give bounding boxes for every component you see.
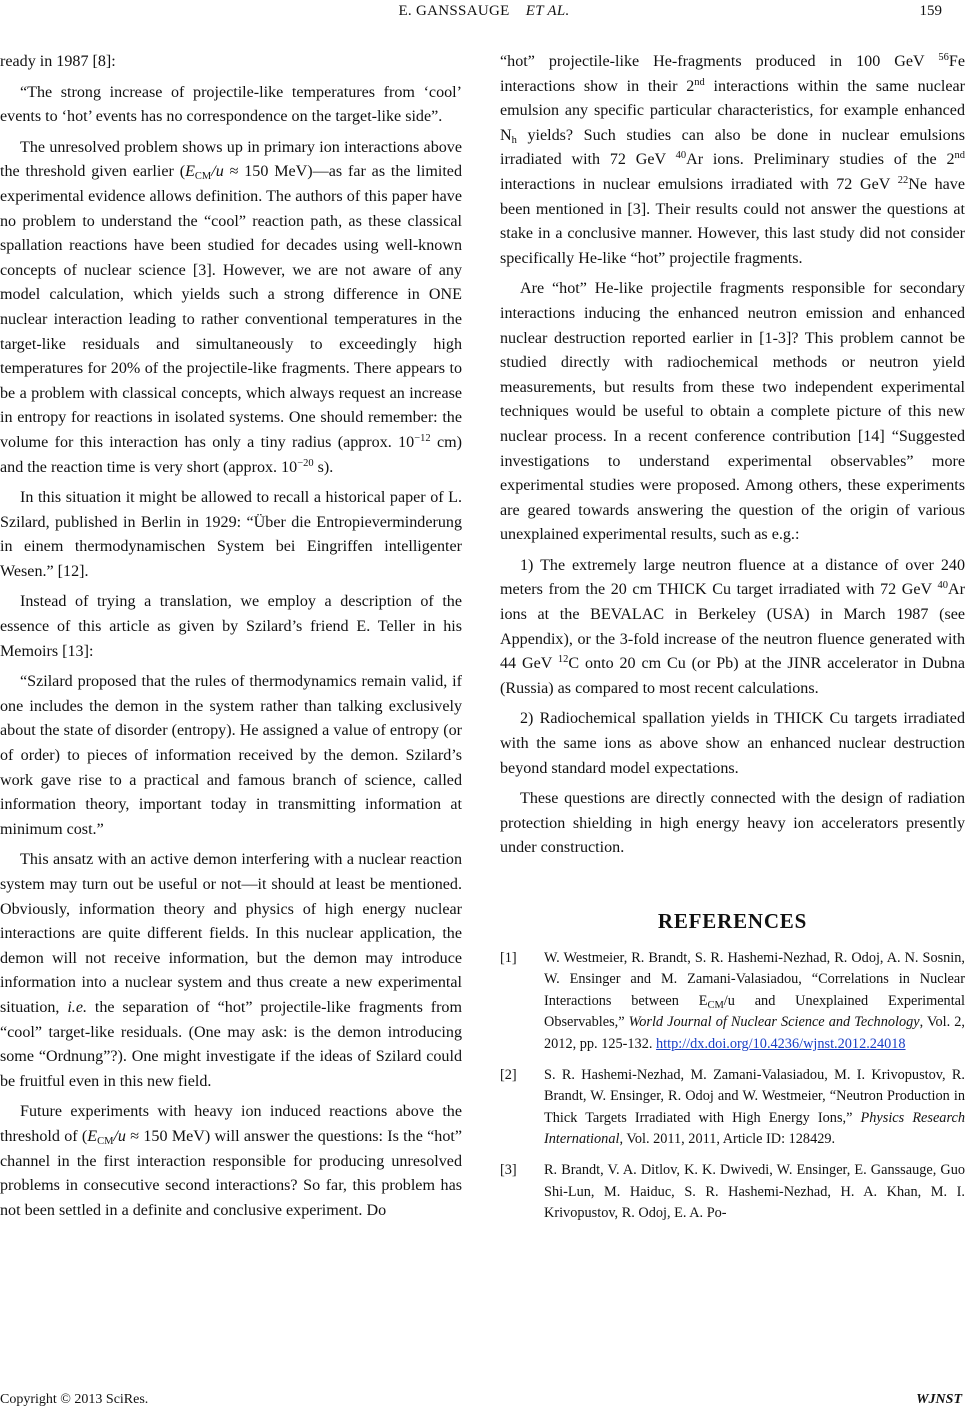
paragraph: The unresolved problem shows up in primary ion interactions above the threshold given earlier ($E_{CM}/u \approx 150$ MeV)—as far as the limited experimental evidence allows definition. The authors of this paper have no problem to understand the “cool” reaction path, as these classical spallation reactions have been studied for decades using well-known concepts of nuclear science [3]. However, we are not aware of any model calculation, which yields such a strong difference in ONE nuclear interaction leading to rather conventional temperatures in the target-like residuals and simultaneously to exceedingly high temperatures for 20% of the projectile-like fragments. There appears to be a problem with classical concepts, which always request an increase in entropy for reactions in isolated systems. One should remember: the volume for this interaction has only a tiny radius (approx. $10^{-12}$ cm) and the reaction time is very short (approx. $10^{-20}$ s). (0, 138, 462, 476)
reference-text: W. Westmeier, R. Brandt, S. R. Hashemi-Nezhad, R. Odoj, A. N. Sosnin, W. Ensinger and M. Zamani-Valasiadou, “Correlations in Nuclear Interactions between $E_{CM}/u$ and Unexplained Experimental Observables,” World Journal of Nuclear Science and Technology, Vol. 2, 2012, pp. 125-132. http://dx.doi.org/10.4236/wjnst.2012.24018 (544, 949, 965, 1052)
quotation-paragraph: “Szilard proposed that the rules of thermodynamics remain valid, if one includes the demon in the system rather than talking exclusively about the state of disorder (entropy). He assigned a value of entropy (or of order) to pieces of information received by the demon. Szilard’s work gave rise to a practical and famous branch of science, called information theory, important today in transmitting information at minimum cost.” (0, 673, 462, 838)
journal-abbreviation: WJNST (916, 1392, 962, 1407)
running-title (0, 3, 968, 20)
paragraph: ready in 1987 [8]: (0, 53, 116, 70)
reference-text: S. R. Hashemi-Nezhad, M. Zamani-Valasiadou, M. I. Krivopustov, R. Brandt, W. Ensinger, R. Odoj and W. Westmeier, “Neutron Production in Thick Targets Irradiated with High Energy Ions,” Physics Research International, Vol. 2011, 2011, Article ID: 128429. (544, 1066, 965, 1148)
right-column (500, 50, 965, 1234)
paragraph: 2) Radiochemical spallation yields in THICK Cu targets irradiated with the same ions as above show an enhanced nuclear destruction beyond standard model expectations. (500, 710, 965, 777)
paragraph: Instead of trying a translation, we employ a description of the essence of this article as given by Szilard’s friend E. Teller in his Memoirs [13]: (0, 593, 462, 660)
paragraph: “hot” projectile-like He-fragments produced in 100 GeV $^{56}$Fe interactions show in their 2nd interactions within the same nuclear emulsion any specific particular characteristics, for example enhanced $N_h$ yields? Such studies can also be done in nuclear emulsions irradiated with 72 GeV $^{40}$Ar ions. Preliminary studies of the 2nd interactions in nuclear emulsions irradiated with 72 GeV $^{22}$Ne have been mentioned in [3]. Their results could not answer the questions at stake in a conclusive manner. However, this last study did not consider specifically He-like “hot” projectile fragments. (500, 52, 965, 267)
reference-item (500, 948, 965, 1056)
copyright-notice: Copyright © 2013 SciRes. (0, 1392, 149, 1407)
header-authors: E. GANSSAUGE (398, 3, 510, 19)
paragraph: This ansatz with an active demon interfering with a nuclear reaction system may turn out be useful or not—it should at least be mentioned. Obviously, information theory and physics of high energy nuclear interactions are quite different fields. In this nuclear application, the demon will not receive information, but the demon may introduce information into a nuclear system and thus create a new experimental situation, i.e. the separation of “hot” projectile-like fragments from “cool” target-like residuals. (One may ask: is the demon introducing some “Ordnung”?). One might investigate if the ideas of Szilard could be fruitful even in this new field. (0, 851, 462, 1090)
reference-number: [3] (500, 1161, 517, 1178)
paragraph: Are “hot” He-like projectile fragments responsible for secondary interactions inducing the enhanced neutron emission and enhanced nuclear destruction reported earlier in [1-3]? This problem cannot be studied directly with radiochemical methods or neutron yield measurements, but results from these two independent experimental techniques would be useful to obtain a complete picture of this new nuclear process. In a recent conference contribution [14] “Suggested investigations to understand experimental observables” more experimental studies were proposed. Among others, these experiments are geared towards answering the question of the origin of various unexplained experimental results, such as e.g.: (500, 280, 965, 544)
paragraph: These questions are directly connected with the design of radiation protection shielding in high energy heavy ion accelerators presently under construction. (500, 790, 965, 857)
page-footer (0, 1392, 968, 1412)
doi-link[interactable]: http://dx.doi.org/10.4236/wjnst.2012.24018 (656, 1035, 906, 1052)
paragraph: Future experiments with heavy ion induced reactions above the threshold of ($E_{CM}/u \approx 150$ MeV) will answer the questions: Is the “hot” channel in the first interaction responsible for producing unresolved problems in consecutive second interactions? So far, this problem has not been settled in a definite and conclusive experiment. Do (0, 1103, 462, 1219)
reference-number: [2] (500, 1066, 517, 1083)
header-et-al: ET AL. (525, 3, 570, 19)
paragraph: In this situation it might be allowed to recall a historical paper of L. Szilard, published in Berlin in 1929: “Über die Entropieverminderung in einem thermodynamischen System bei Eingriffen intelligenter Wesen.” [12]. (0, 489, 462, 580)
reference-item (500, 1065, 965, 1151)
page-number: 159 (919, 3, 942, 19)
left-column (0, 50, 462, 1229)
references-heading: REFERENCES (657, 909, 808, 933)
running-header (0, 3, 968, 25)
reference-number: [1] (500, 949, 517, 966)
paragraph: 1) The extremely large neutron fluence at a distance of over 240 meters from the 20 cm THICK Cu target irradiated with 72 GeV $^{40}$Ar ions at the BEVALAC in Berkeley (USA) in March 1987 (see Appendix), or the 3-fold increase of the neutron fluence generated with 44 GeV $^{12}$C onto 20 cm Cu (or Pb) at the JINR accelerator in Dubna (Russia) as compared to most recent calculations. (500, 556, 965, 697)
reference-text: R. Brandt, V. A. Ditlov, K. K. Dwivedi, W. Ensinger, E. Ganssauge, Guo Shi-Lun, M. Haiduc, S. R. Hashemi-Nezhad, H. A. Khan, M. I. Krivopustov, R. Odoj, E. A. Po- (544, 1161, 965, 1222)
reference-item (500, 1160, 965, 1225)
paragraph: “The strong increase of projectile-like temperatures from ‘cool’ events to ‘hot’ events has no correspondence on the target-like side”. (0, 83, 462, 126)
